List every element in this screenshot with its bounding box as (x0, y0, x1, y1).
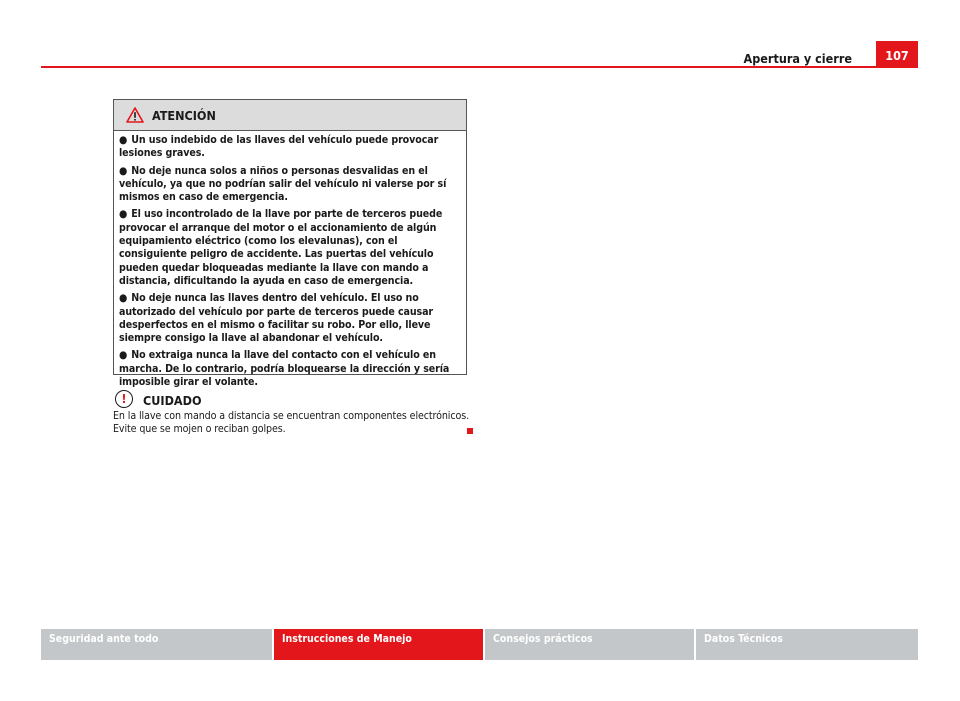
section-title: Apertura y cierre (743, 51, 852, 66)
nav-tab-datos[interactable]: Datos Técnicos (694, 629, 918, 660)
caution-header (113, 384, 473, 408)
nav-tab-instrucciones[interactable]: Instrucciones de Manejo (272, 629, 483, 660)
warning-item: ● No deje nunca solos a niños o personas desvalidas en el vehículo, ya que no podrían salir del vehículo ni valerse por sí mismos en caso de emergencia. (119, 164, 447, 204)
bullet-icon: ● (119, 349, 128, 362)
page-number: 107 (876, 41, 918, 68)
bullet-icon: ● (119, 208, 128, 221)
nav-tab-consejos[interactable]: Consejos prácticos (483, 629, 694, 660)
warning-triangle-icon (126, 107, 144, 123)
bullet-icon: ● (119, 292, 128, 305)
warning-item: ● No deje nunca las llaves dentro del vehículo. El uso no autorizado del vehículo por parte de terceros puede causar desperfectos en el mismo o facilitar su robo. Por ello, lleve siempre consigo la llave al abandonar el vehículo. (119, 292, 434, 345)
section-end-marker (467, 428, 473, 434)
footer-navigation (41, 629, 918, 660)
warning-item: ● Un uso indebido de las llaves del vehículo puede provocar lesiones graves. (119, 134, 439, 160)
caution-note (113, 384, 473, 436)
caution-circle-icon: ! (115, 390, 133, 408)
warning-header (114, 100, 466, 131)
nav-tab-seguridad[interactable]: Seguridad ante todo (41, 629, 272, 660)
warning-item: ● No extraiga nunca la llave del contacto con el vehículo en marcha. De lo contrario, podría bloquearse la dirección y sería imposible girar el volante. (119, 349, 450, 389)
bullet-icon: ● (119, 164, 128, 177)
warning-list (114, 131, 466, 389)
warning-title: ATENCIÓN (152, 107, 216, 123)
warning-item: ● El uso incontrolado de la llave por parte de terceros puede provocar el arranque del motor o el accionamiento de algún equipamiento eléctrico (como los elevalunas), con el consiguiente peligro de accidente. Las puertas del vehículo pueden quedar bloqueadas mediante la llave con mando a distancia, dificultando la ayuda en caso de emergencia. (119, 208, 443, 287)
caution-title: CUIDADO (143, 393, 202, 408)
warning-box (113, 99, 467, 389)
caution-text: En la llave con mando a distancia se encuentran componentes electrónicos. Evite que se mojen o reciban golpes. (113, 410, 469, 435)
header-divider (41, 66, 918, 68)
bullet-icon: ● (119, 134, 128, 146)
